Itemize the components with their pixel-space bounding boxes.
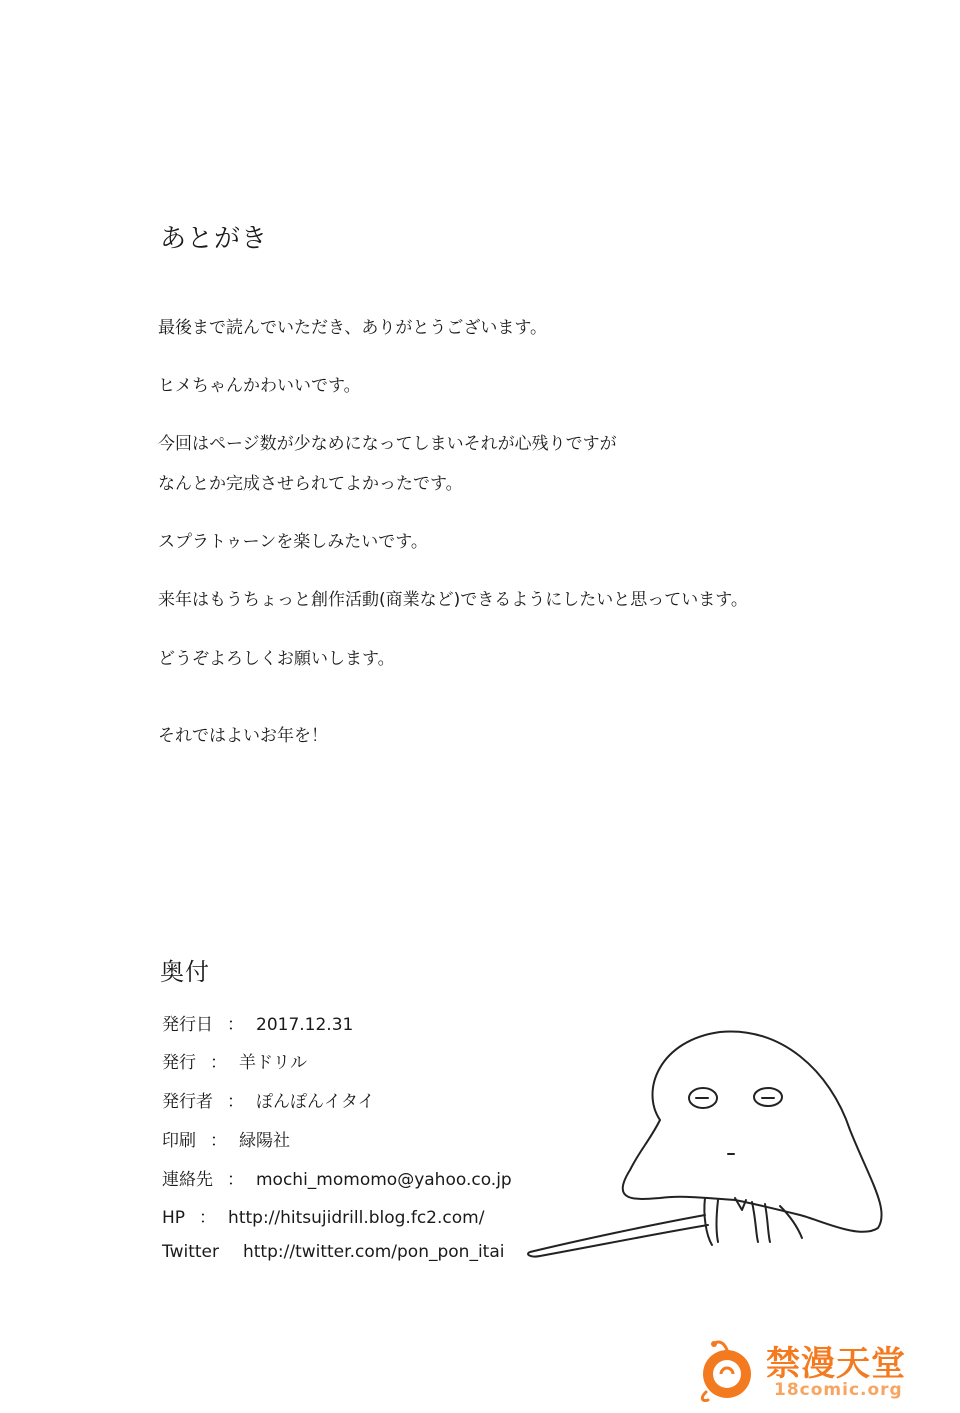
colophon-separator: ： (227, 1015, 244, 1035)
colophon-label: 発行日 (162, 1015, 213, 1035)
colophon-value: 2017.12.31 (256, 1015, 354, 1035)
afterword-line: 今回はページ数が少なめになってしまいそれが心残りですが (158, 434, 617, 454)
colophon-row-issue-date (162, 1010, 353, 1035)
homepage-link[interactable]: http://hitsujidrill.blog.fc2.com/ (228, 1208, 485, 1228)
colophon-row-author (162, 1087, 375, 1112)
colophon-label: Twitter (162, 1242, 219, 1262)
watermark-url[interactable]: 18comic.org (774, 1380, 903, 1400)
colophon-value: 羊ドリル (239, 1053, 307, 1073)
afterword-line: 最後まで読んでいただき、ありがとうございます。 (158, 318, 547, 338)
colophon-separator: ： (227, 1170, 244, 1190)
afterword-line: ヒメちゃんかわいいです。 (158, 376, 361, 396)
afterword-line: どうぞよろしくお願いします。 (158, 649, 395, 669)
colophon-separator: ： (199, 1208, 217, 1228)
afterword-title: あとがき (160, 224, 269, 254)
colophon-row-publisher (162, 1048, 307, 1073)
afterword-line: 来年はもうちょっと創作活動(商業など)できるようにしたいと思っています。 (158, 590, 748, 610)
colophon-value: 緑陽社 (239, 1131, 290, 1151)
colophon-value: ぽんぽんイタイ (256, 1092, 375, 1112)
colophon-row-contact (162, 1165, 512, 1190)
mascot-icon (694, 1338, 760, 1404)
colophon-row-homepage (162, 1203, 484, 1228)
blob-character-illustration (520, 1020, 900, 1270)
colophon-label: 連絡先 (162, 1170, 213, 1190)
colophon-row-printer (162, 1126, 290, 1151)
afterword-line: スプラトゥーンを楽しみたいです。 (158, 532, 428, 552)
watermark-logo (694, 1336, 924, 1404)
colophon-separator: ： (227, 1092, 244, 1112)
colophon-separator: ： (210, 1053, 227, 1073)
watermark-title: 禁漫天堂 (766, 1344, 906, 1384)
colophon-label: 印刷 (162, 1131, 196, 1151)
contact-email[interactable]: mochi_momomo@yahoo.co.jp (256, 1170, 512, 1190)
colophon-label: 発行者 (162, 1092, 213, 1112)
colophon-label: HP (162, 1208, 186, 1228)
twitter-link[interactable]: http://twitter.com/pon_pon_itai (242, 1242, 505, 1262)
colophon-separator: ： (210, 1131, 227, 1151)
afterword-line: それではよいお年を！ (158, 726, 328, 746)
colophon-title: 奥付 (160, 958, 210, 986)
colophon-row-twitter (162, 1242, 504, 1262)
colophon-label: 発行 (162, 1053, 196, 1073)
afterword-line: なんとか完成させられてよかったです。 (158, 474, 463, 494)
